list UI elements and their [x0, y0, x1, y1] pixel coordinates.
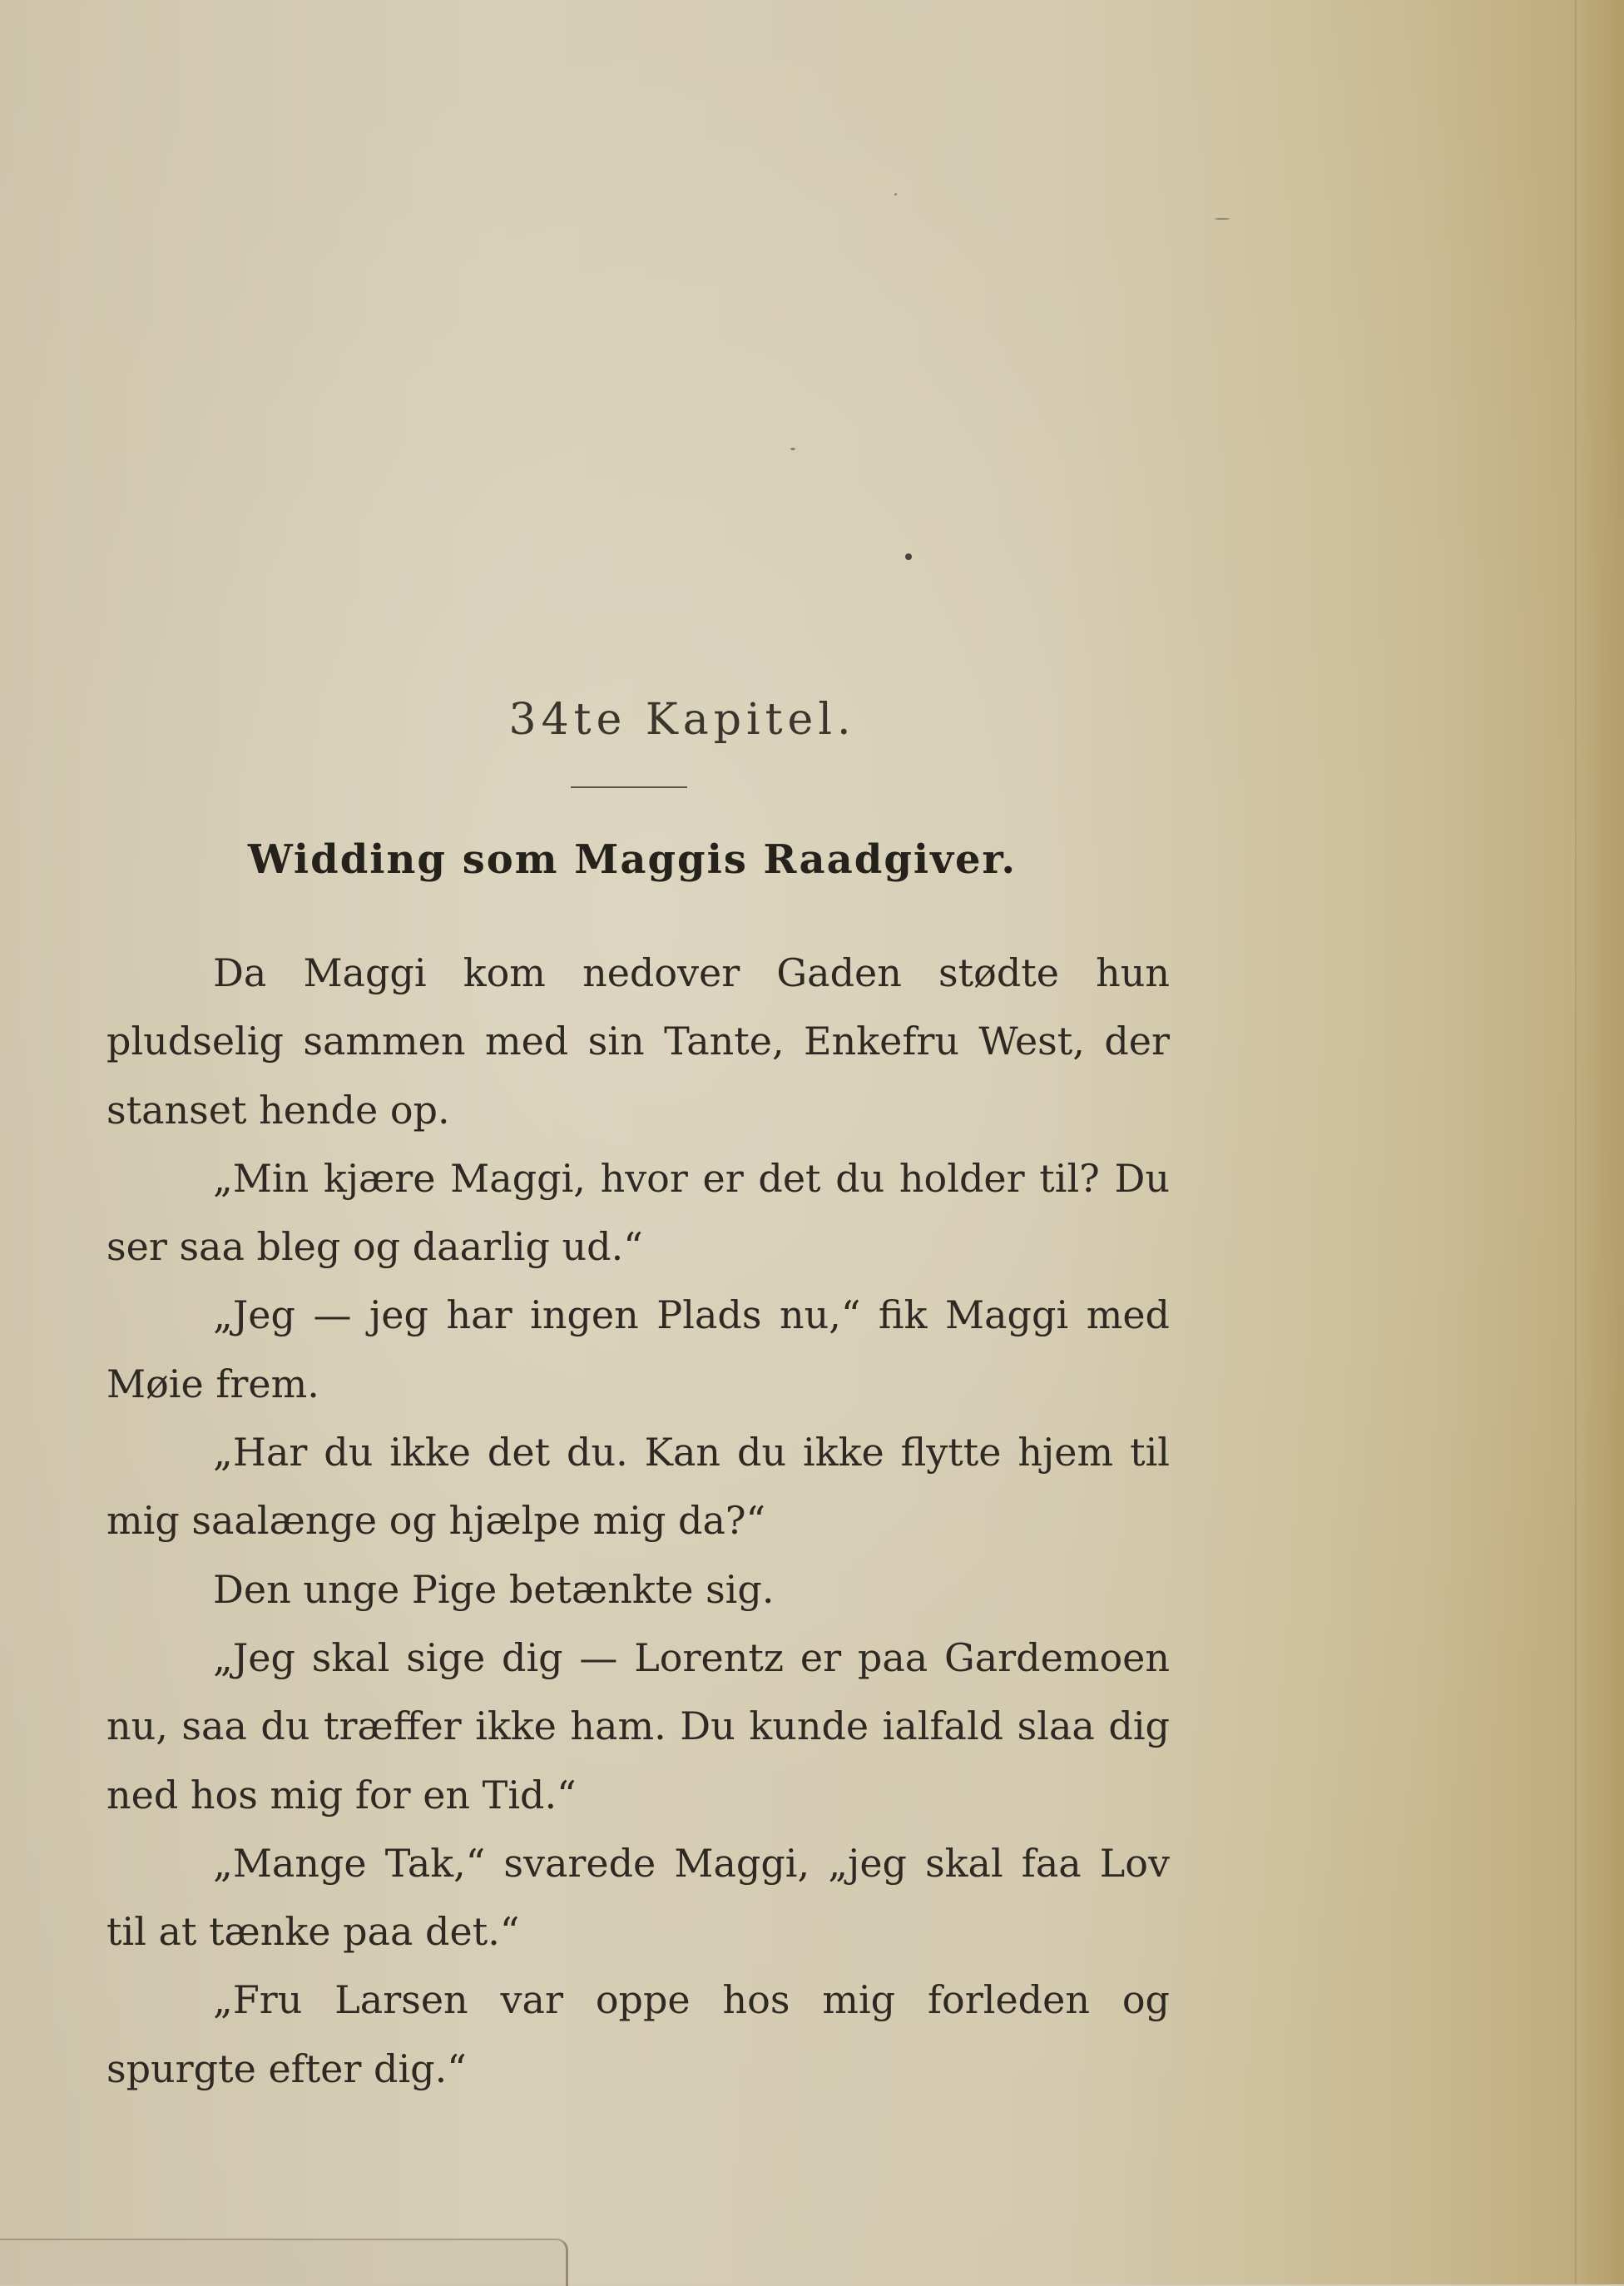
paragraph: „Min kjære Maggi, hvor er det du holder til? Du ser saa bleg og daarlig ud.“ [106, 1155, 1170, 1270]
chapter-body [106, 939, 1170, 2103]
paragraph: „Mange Tak,“ svarede Maggi, „jeg skal faa Lov til at tænke paa det.“ [106, 1840, 1170, 1955]
paper-speck [1215, 218, 1230, 220]
paper-speck [905, 553, 912, 560]
chapter-title: Widding som Maggis Raadgiver. [247, 836, 1017, 883]
bottom-page-strip [0, 2239, 568, 2286]
page-edge-line [1575, 0, 1577, 2284]
paragraph: Da Maggi kom nedover Gaden stødte hun pludselig sammen med sin Tante, Enkefru West, der stanset hende op. [106, 950, 1170, 1133]
paragraph: „Fru Larsen var oppe hos mig forleden og spurgte efter dig.“ [106, 1977, 1170, 2091]
paper-speck [894, 193, 897, 196]
paragraph: Den unge Pige betænkte sig. [213, 1566, 775, 1612]
chapter-number: 34te Kapitel. [508, 695, 856, 745]
paragraph: „Har du ikke det du. Kan du ikke flytte hjem til mig saalænge og hjælpe mig da?“ [106, 1430, 1170, 1544]
title-divider [571, 786, 687, 788]
page-edge-shadow [1574, 0, 1624, 2284]
paragraph: „Jeg — jeg har ingen Plads nu,“ fik Maggi med Møie frem. [106, 1292, 1170, 1406]
paper-speck [790, 448, 795, 450]
paragraph: „Jeg skal sige dig — Lorentz er paa Gardemoen nu, saa du træffer ikke ham. Du kunde ialfald slaa dig ned hos mig for en Tid.“ [106, 1634, 1170, 1817]
